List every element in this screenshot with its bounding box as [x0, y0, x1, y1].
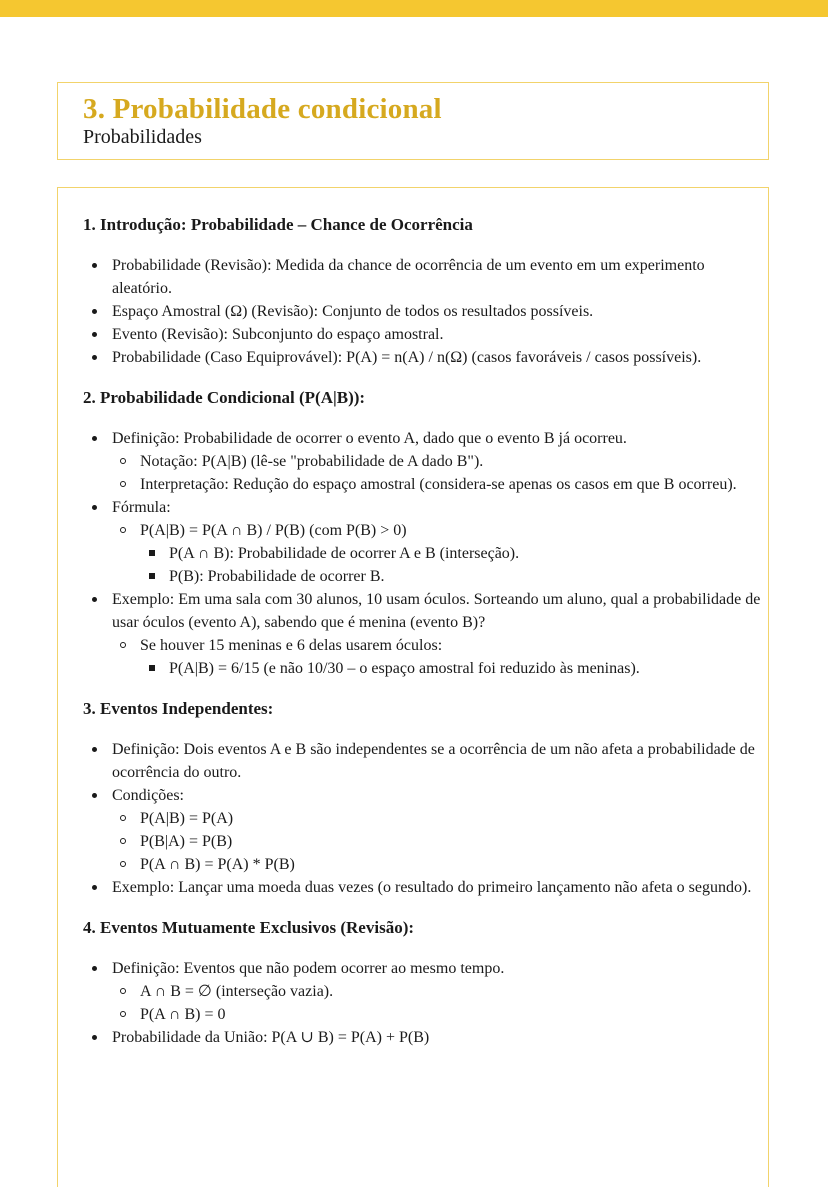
list-item-text: Fórmula: [112, 499, 171, 516]
section-3 [83, 697, 768, 899]
bullet-list-level-2 [112, 450, 768, 496]
bullet-list-level-2 [112, 807, 768, 876]
list-item-text: Interpretação: Redução do espaço amostral (considera-se apenas os casos em que B ocorreu). [140, 476, 737, 493]
list-item-text: P(A|B) = P(A) [140, 810, 234, 827]
page-subtitle: Probabilidades [83, 126, 202, 148]
section-4 [83, 916, 768, 1049]
bullet-list-level-2 [112, 980, 768, 1026]
list-item [112, 519, 768, 588]
list-item-text: Probabilidade (Caso Equiprovável): P(A) = n(A) / n(Ω) (casos favoráveis / casos possíveis). [112, 349, 702, 366]
section-2 [83, 386, 768, 680]
header-card [57, 82, 769, 160]
list-item-text: P(A|B) = 6/15 (e não 10/30 – o espaço amostral foi reduzido às meninas). [169, 660, 640, 677]
list-item-text: Espaço Amostral (Ω) (Revisão): Conjunto de todos os resultados possíveis. [112, 303, 594, 320]
bullet-list-level-3 [140, 542, 768, 588]
list-item-text: Exemplo: Lançar uma moeda duas vezes (o resultado do primeiro lançamento não afeta o segundo). [112, 879, 752, 896]
list-item [83, 496, 768, 588]
bullet-list-level-2 [112, 519, 768, 588]
list-item [83, 254, 768, 300]
section-1 [83, 213, 768, 369]
list-item [140, 542, 768, 565]
list-item [112, 450, 768, 473]
page-title: 3. Probabilidade condicional [83, 93, 442, 125]
list-item-text: Definição: Eventos que não podem ocorrer ao mesmo tempo. [112, 960, 505, 977]
list-item-text: Definição: Dois eventos A e B são independentes se a ocorrência de um não afeta a probabilidade de ocorrência do outro. [112, 741, 755, 781]
list-item [112, 980, 768, 1003]
list-item [83, 876, 768, 899]
list-item [83, 738, 768, 784]
list-item [83, 784, 768, 876]
bullet-list-level-1 [83, 254, 768, 369]
list-item-text: Notação: P(A|B) (lê-se "probabilidade de A dado B"). [140, 453, 484, 470]
section-heading: 4. Eventos Mutuamente Exclusivos (Revisão): [83, 918, 415, 937]
list-item [83, 427, 768, 496]
list-item [83, 323, 768, 346]
list-item [112, 473, 768, 496]
list-item-text: Se houver 15 meninas e 6 delas usarem óculos: [140, 637, 443, 654]
content-card [57, 187, 769, 1187]
list-item-text: Probabilidade da União: P(A ∪ B) = P(A) + P(B) [112, 1029, 430, 1046]
list-item [83, 1026, 768, 1049]
list-item [83, 957, 768, 1026]
list-item-text: A ∩ B = ∅ (interseção vazia). [140, 983, 334, 1000]
list-item [140, 565, 768, 588]
top-accent-bar [0, 0, 828, 17]
list-item-text: P(B): Probabilidade de ocorrer B. [169, 568, 385, 585]
list-item-text: Exemplo: Em uma sala com 30 alunos, 10 usam óculos. Sorteando um aluno, qual a probabilidade de usar óculos (evento A), sabendo que é menina (evento B)? [112, 591, 761, 631]
list-item [83, 300, 768, 323]
bullet-list-level-1 [83, 957, 768, 1049]
list-item-text: Definição: Probabilidade de ocorrer o evento A, dado que o evento B já ocorreu. [112, 430, 627, 447]
list-item [83, 346, 768, 369]
bullet-list-level-1 [83, 427, 768, 680]
bullet-list-level-1 [83, 738, 768, 899]
list-item-text: P(A ∩ B): Probabilidade de ocorrer A e B (interseção). [169, 545, 520, 562]
bullet-list-level-2 [112, 634, 768, 680]
section-heading: 2. Probabilidade Condicional (P(A|B)): [83, 388, 366, 407]
list-item [112, 807, 768, 830]
list-item-text: Condições: [112, 787, 184, 804]
section-heading: 3. Eventos Independentes: [83, 699, 274, 718]
list-item [112, 634, 768, 680]
list-item [112, 830, 768, 853]
list-item-text: P(B|A) = P(B) [140, 833, 233, 850]
list-item-text: P(A|B) = P(A ∩ B) / P(B) (com P(B) > 0) [140, 522, 407, 539]
section-heading: 1. Introdução: Probabilidade – Chance de Ocorrência [83, 215, 473, 234]
list-item-text: P(A ∩ B) = P(A) * P(B) [140, 856, 295, 873]
list-item [140, 657, 768, 680]
list-item-text: Evento (Revisão): Subconjunto do espaço amostral. [112, 326, 444, 343]
list-item [112, 853, 768, 876]
bullet-list-level-3 [140, 657, 768, 680]
list-item [112, 1003, 768, 1026]
list-item-text: P(A ∩ B) = 0 [140, 1006, 226, 1023]
list-item-text: Probabilidade (Revisão): Medida da chance de ocorrência de um evento em um experimento aleatório. [112, 257, 705, 297]
list-item [83, 588, 768, 680]
